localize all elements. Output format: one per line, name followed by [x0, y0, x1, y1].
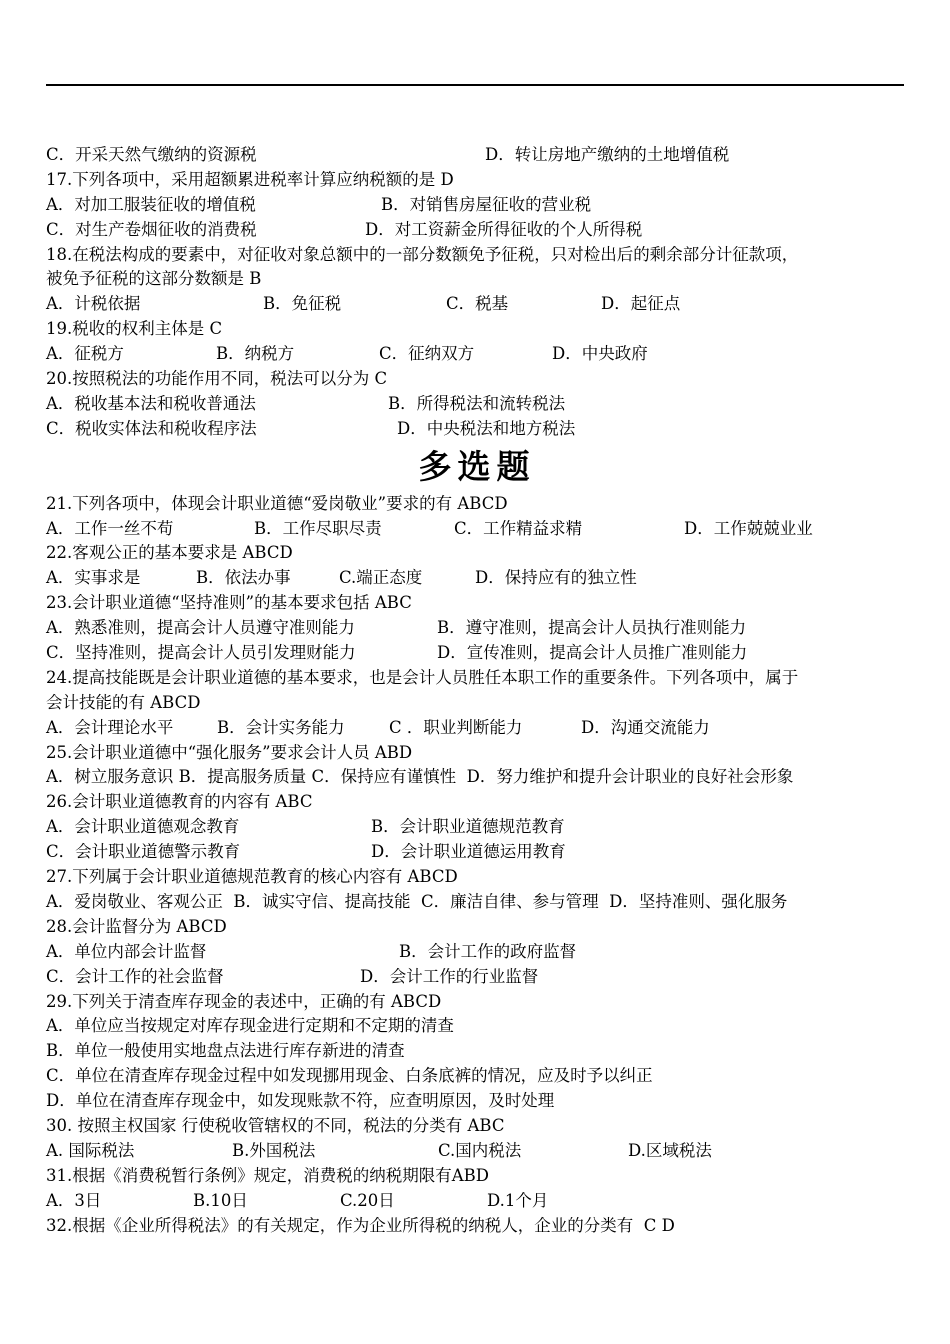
option-line: A．树立服务意识 B．提高服务质量 C．保持应有谨慎性 D．努力维护和提升会计职业的良好社会形象 [46, 767, 794, 787]
option-line [46, 566, 908, 591]
option-a: A．工作一丝不苟 [46, 518, 174, 538]
question-21: 21.下列各项中，体现会计职业道德“爱岗敬业”要求的有 ABCD [46, 493, 508, 513]
option-b: B．依法办事 [196, 568, 291, 588]
question-32: 32.根据《企业所得税法》的有关规定，作为企业所得税的纳税人，企业的分类有 C D [46, 1215, 675, 1235]
option-a: A．会计职业道德观念教育 [46, 817, 240, 837]
option-a: A．单位内部会计监督 [46, 941, 207, 961]
question-22: 22.客观公正的基本要求是 ABCD [46, 543, 293, 563]
option-c: C.20日 [340, 1190, 395, 1210]
option-b: B．免征税 [263, 294, 342, 314]
option-line [46, 342, 908, 367]
option-c: C．征纳双方 [379, 344, 475, 364]
option-c: C．会计工作的社会监督 [46, 966, 224, 986]
option-b: B．纳税方 [216, 344, 295, 364]
option-d: D．对工资薪金所得征收的个人所得税 [365, 219, 643, 239]
document-body [46, 143, 908, 1238]
option-d: D.区域税法 [628, 1140, 712, 1160]
option-d: D．起征点 [601, 294, 681, 314]
option-c: C．工作精益求精 [454, 518, 583, 538]
option-d: D．保持应有的独立性 [475, 568, 637, 588]
option-b: B．所得税法和流转税法 [388, 393, 566, 413]
option-b: B．会计工作的政府监督 [399, 941, 577, 961]
option-a: A．单位应当按规定对库存现金进行定期和不定期的清查 [46, 1016, 454, 1036]
option-line [46, 1139, 908, 1164]
question-31: 31.根据《消费税暂行条例》规定，消费税的纳税期限有ABD [46, 1165, 490, 1185]
option-line [46, 292, 908, 317]
option-d: D．会计职业道德运用教育 [371, 842, 566, 862]
option-a: A．实事求是 [46, 568, 141, 588]
option-d: D．沟通交流能力 [581, 717, 710, 737]
question-17: 17.下列各项中，采用超额累进税率计算应纳税额的是 D [46, 169, 454, 189]
question-28: 28.会计监督分为 ABCD [46, 916, 227, 936]
option-d: D．宣传准则，提高会计人员推广准则能力 [437, 643, 748, 663]
option-d: D．转让房地产缴纳的土地增值税 [485, 145, 730, 164]
option-line [46, 517, 908, 542]
option-b: B．工作尽职尽责 [254, 518, 382, 538]
option-line [46, 1189, 908, 1214]
option-a: A．税收基本法和税收普通法 [46, 393, 256, 413]
option-c: C.国内税法 [438, 1140, 522, 1160]
question-24: 24.提高技能既是会计职业道德的基本要求，也是会计人员胜任本职工作的重要条件。下列各项中，属于 [46, 667, 799, 687]
option-b: B．对销售房屋征收的营业税 [381, 194, 592, 214]
option-line [46, 417, 908, 442]
option-a: A．征税方 [46, 344, 124, 364]
option-d: D．工作兢兢业业 [684, 518, 813, 538]
option-c: C．对生产卷烟征收的消费税 [46, 219, 257, 239]
option-line [46, 616, 908, 641]
option-c: C ．职业判断能力 [389, 717, 523, 737]
option-b: B．会计职业道德规范教育 [371, 817, 565, 837]
question-19: 19.税收的权利主体是 C [46, 319, 223, 339]
option-b: B.10日 [193, 1190, 248, 1210]
question-23: 23.会计职业道德“坚持准则”的基本要求包括 ABC [46, 593, 412, 613]
option-c: C．单位在清查库存现金过程中如发现挪用现金、白条底裤的情况，应及时予以纠正 [46, 1066, 653, 1086]
option-d: D．会计工作的行业监督 [360, 966, 539, 986]
question-20: 20.按照税法的功能作用不同，税法可以分为 C [46, 369, 388, 389]
option-a: A．熟悉准则，提高会计人员遵守准则能力 [46, 618, 355, 638]
option-c: C．税收实体法和税收程序法 [46, 418, 257, 438]
option-b: B．单位一般使用实地盘点法进行库存新进的清查 [46, 1041, 405, 1061]
top-rule [46, 84, 904, 86]
question-25: 25.会计职业道德中“强化服务”要求会计人员 ABD [46, 742, 413, 762]
option-line [46, 815, 908, 840]
option-b: B．遵守准则，提高会计人员执行准则能力 [437, 618, 747, 638]
option-d: D．中央政府 [552, 344, 648, 364]
option-line [46, 965, 908, 990]
question-30: 30. 按照主权国家 行使税收管辖权的不同，税法的分类有 ABC [46, 1115, 505, 1135]
question-18: 18.在税法构成的要素中，对征收对象总额中的一部分数额免予征税，只对检出后的剩余部分计征款项， [46, 244, 799, 264]
option-line [46, 716, 908, 741]
option-line [46, 143, 908, 168]
option-c: C．坚持准则，提高会计人员引发理财能力 [46, 643, 356, 663]
section-title: 多选题 [418, 446, 536, 486]
option-line [46, 193, 908, 218]
option-line [46, 840, 908, 865]
option-line [46, 940, 908, 965]
option-c: C.端正态度 [339, 568, 423, 588]
option-d: D.1个月 [487, 1190, 549, 1210]
option-c: C．开采天然气缴纳的资源税 [46, 145, 257, 164]
option-d: D．中央税法和地方税法 [397, 418, 576, 438]
option-b: B．会计实务能力 [217, 717, 345, 737]
option-a: A．对加工服装征收的增值税 [46, 194, 256, 214]
option-a: A．会计理论水平 [46, 717, 174, 737]
question-18-cont: 被免予征税的这部分数额是 B [46, 269, 262, 289]
option-b: B.外国税法 [232, 1140, 316, 1160]
option-line [46, 392, 908, 417]
option-line [46, 641, 908, 666]
option-c: C．会计职业道德警示教育 [46, 842, 241, 862]
question-27: 27.下列属于会计职业道德规范教育的核心内容有 ABCD [46, 867, 458, 887]
option-c: C．税基 [446, 294, 509, 314]
option-a: A. 国际税法 [46, 1140, 135, 1160]
option-line: A．爱岗敬业、客观公正 B．诚实守信、提高技能 C．廉洁自律、参与管理 D．坚持准则、强化服务 [46, 891, 788, 911]
option-a: A．计税依据 [46, 294, 141, 314]
question-26: 26.会计职业道德教育的内容有 ABC [46, 792, 313, 812]
question-24-cont: 会计技能的有 ABCD [46, 692, 201, 712]
option-a: A．3日 [46, 1190, 102, 1210]
option-line [46, 218, 908, 243]
option-d: D．单位在清查库存现金中，如发现账款不符，应查明原因，及时处理 [46, 1091, 555, 1111]
question-29: 29.下列关于清查库存现金的表述中，正确的有 ABCD [46, 991, 442, 1011]
